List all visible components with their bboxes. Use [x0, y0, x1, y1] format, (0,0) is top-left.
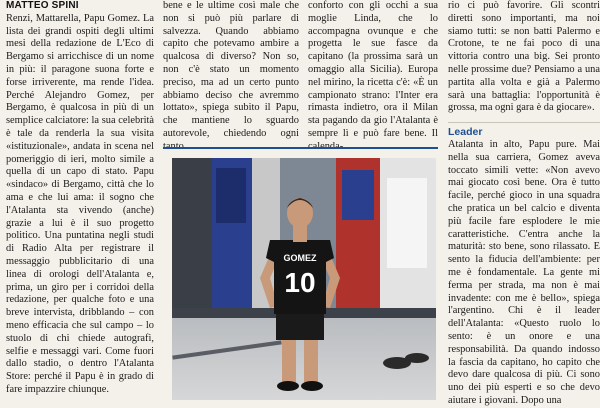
article-column-2 — [163, 0, 299, 154]
column-4b-text: Atalanta in alto, Papu pure. Mai nella sua carriera, Gomez aveva toccato simili vette: «Non avevo mai giocato così bene. Ora è tutto facile, perché gioco in una squadra che pratica un bel calcio e diventa più facile fare esplodere le mie caratteristiche. C'entra anche la maturità: sto bene, sono rilassato. E sento la fiducia dell'ambiente: per me è fondamentale. La gente mi ferma per strada, ma non è mai invadente: con me è bello», spiega l'argentino. Chi è il leader dell'Atalanta: «Questo ruolo lo sento: è un onore e una responsabilità. Da quando indosso la fascia da capitano, ho capito che devo dare qualcosa di più. Ci sono uno dei più esperti e so che devo aiutare i giovani. Dopo una — [448, 138, 600, 406]
column-1-text: Renzi, Mattarella, Papu Gomez. La lista dei grandi ospiti degli ultimi mesi della redazione de L'Eco di Bergamo si arricchisce di un nome in più: il paragone suona forte e forse irriverente, ma rende l'idea. Perché Alejandro Gomez, per Bergamo, è qualcosa in più di un semplice calciatore: la sua celebrità è tale da renderla la sua visita «istituzionale», andata in scena nel pomeriggio di ieri, molto simile a quella di un capo di stato. Papu «sindaco» di Bergamo, città che lo ama e che lui ama: il sogno che l'Atalanta sta vivendo (anche) grazie a lui è il suo progetto politico. Una puntatina negli studi di Radio Alta per registrare il messaggio pubblicitario di una linea di orologi dell'Atalanta e, prima, un giro per i corridoi della redazione, per qualche foto e una breve intervista, dribblando – con meno efficacia che sul campo – lo stuolo di chi chiede autografi, selfie e messaggi vari. Come fuori dallo stadio, o dentro l'Atalanta Store: perché il Papu è in grado di fare impazzire chiunque. — [6, 12, 154, 395]
hanging-shirt-1 — [216, 168, 246, 223]
hanging-shirt-2 — [342, 170, 374, 220]
section-divider — [448, 115, 600, 123]
shoe-2 — [405, 353, 429, 363]
jersey-number: 10 — [284, 267, 316, 298]
article-photo — [172, 158, 436, 400]
column-3-text: conforto con gli occhi a sua moglie Linda, che lo accompagna ovunque e che progetta le sue fasce da capitano (la prossima sarà un omaggio alla Sicilia). Europa nel mirino, la ricetta c'è: «È un campionato strano: l'Inter era rimasta indietro, ora il Milan sta pagando da gio l'Atalanta è sempre lì e può fare bene. Il — [308, 0, 438, 139]
hanging-towel — [387, 178, 427, 268]
rule-top — [163, 147, 438, 149]
column-2-text: bene e le ultime così male che non si può più parlare di salvezza. Quando abbiamo capito che potevamo ambire a qualcosa di diverso? Non so, non c'è stato un momento preciso, ma ad un certo punto abbiamo deciso che avremmo lottato», spiega subito il Papu, che mantiene lo sguardo autorevole, chiedendo ogni — [163, 0, 299, 139]
article-column-3 — [308, 0, 438, 154]
article-column-4 — [448, 0, 600, 408]
locker-room-photo — [172, 158, 436, 400]
subhead-leader: Leader — [448, 126, 483, 139]
jersey-name: GOMEZ — [283, 253, 317, 263]
byline: MATTEO SPINI — [6, 0, 79, 11]
article-column-1 — [6, 0, 154, 397]
column-4-text: rio ci può favorire. Gli scontri diretti sono importanti, ma noi siamo tutti: se non batti Palermo e Crotone, te ne fai poco di una vittoria contro una big. Sei pronto nelle prossime due? Pensiamo a una partita alla volta e già a Palermo sarà una battaglia: l'opportunità è grossa, ma ogni gara è da giocare». — [448, 0, 600, 114]
locker-left — [172, 158, 212, 308]
